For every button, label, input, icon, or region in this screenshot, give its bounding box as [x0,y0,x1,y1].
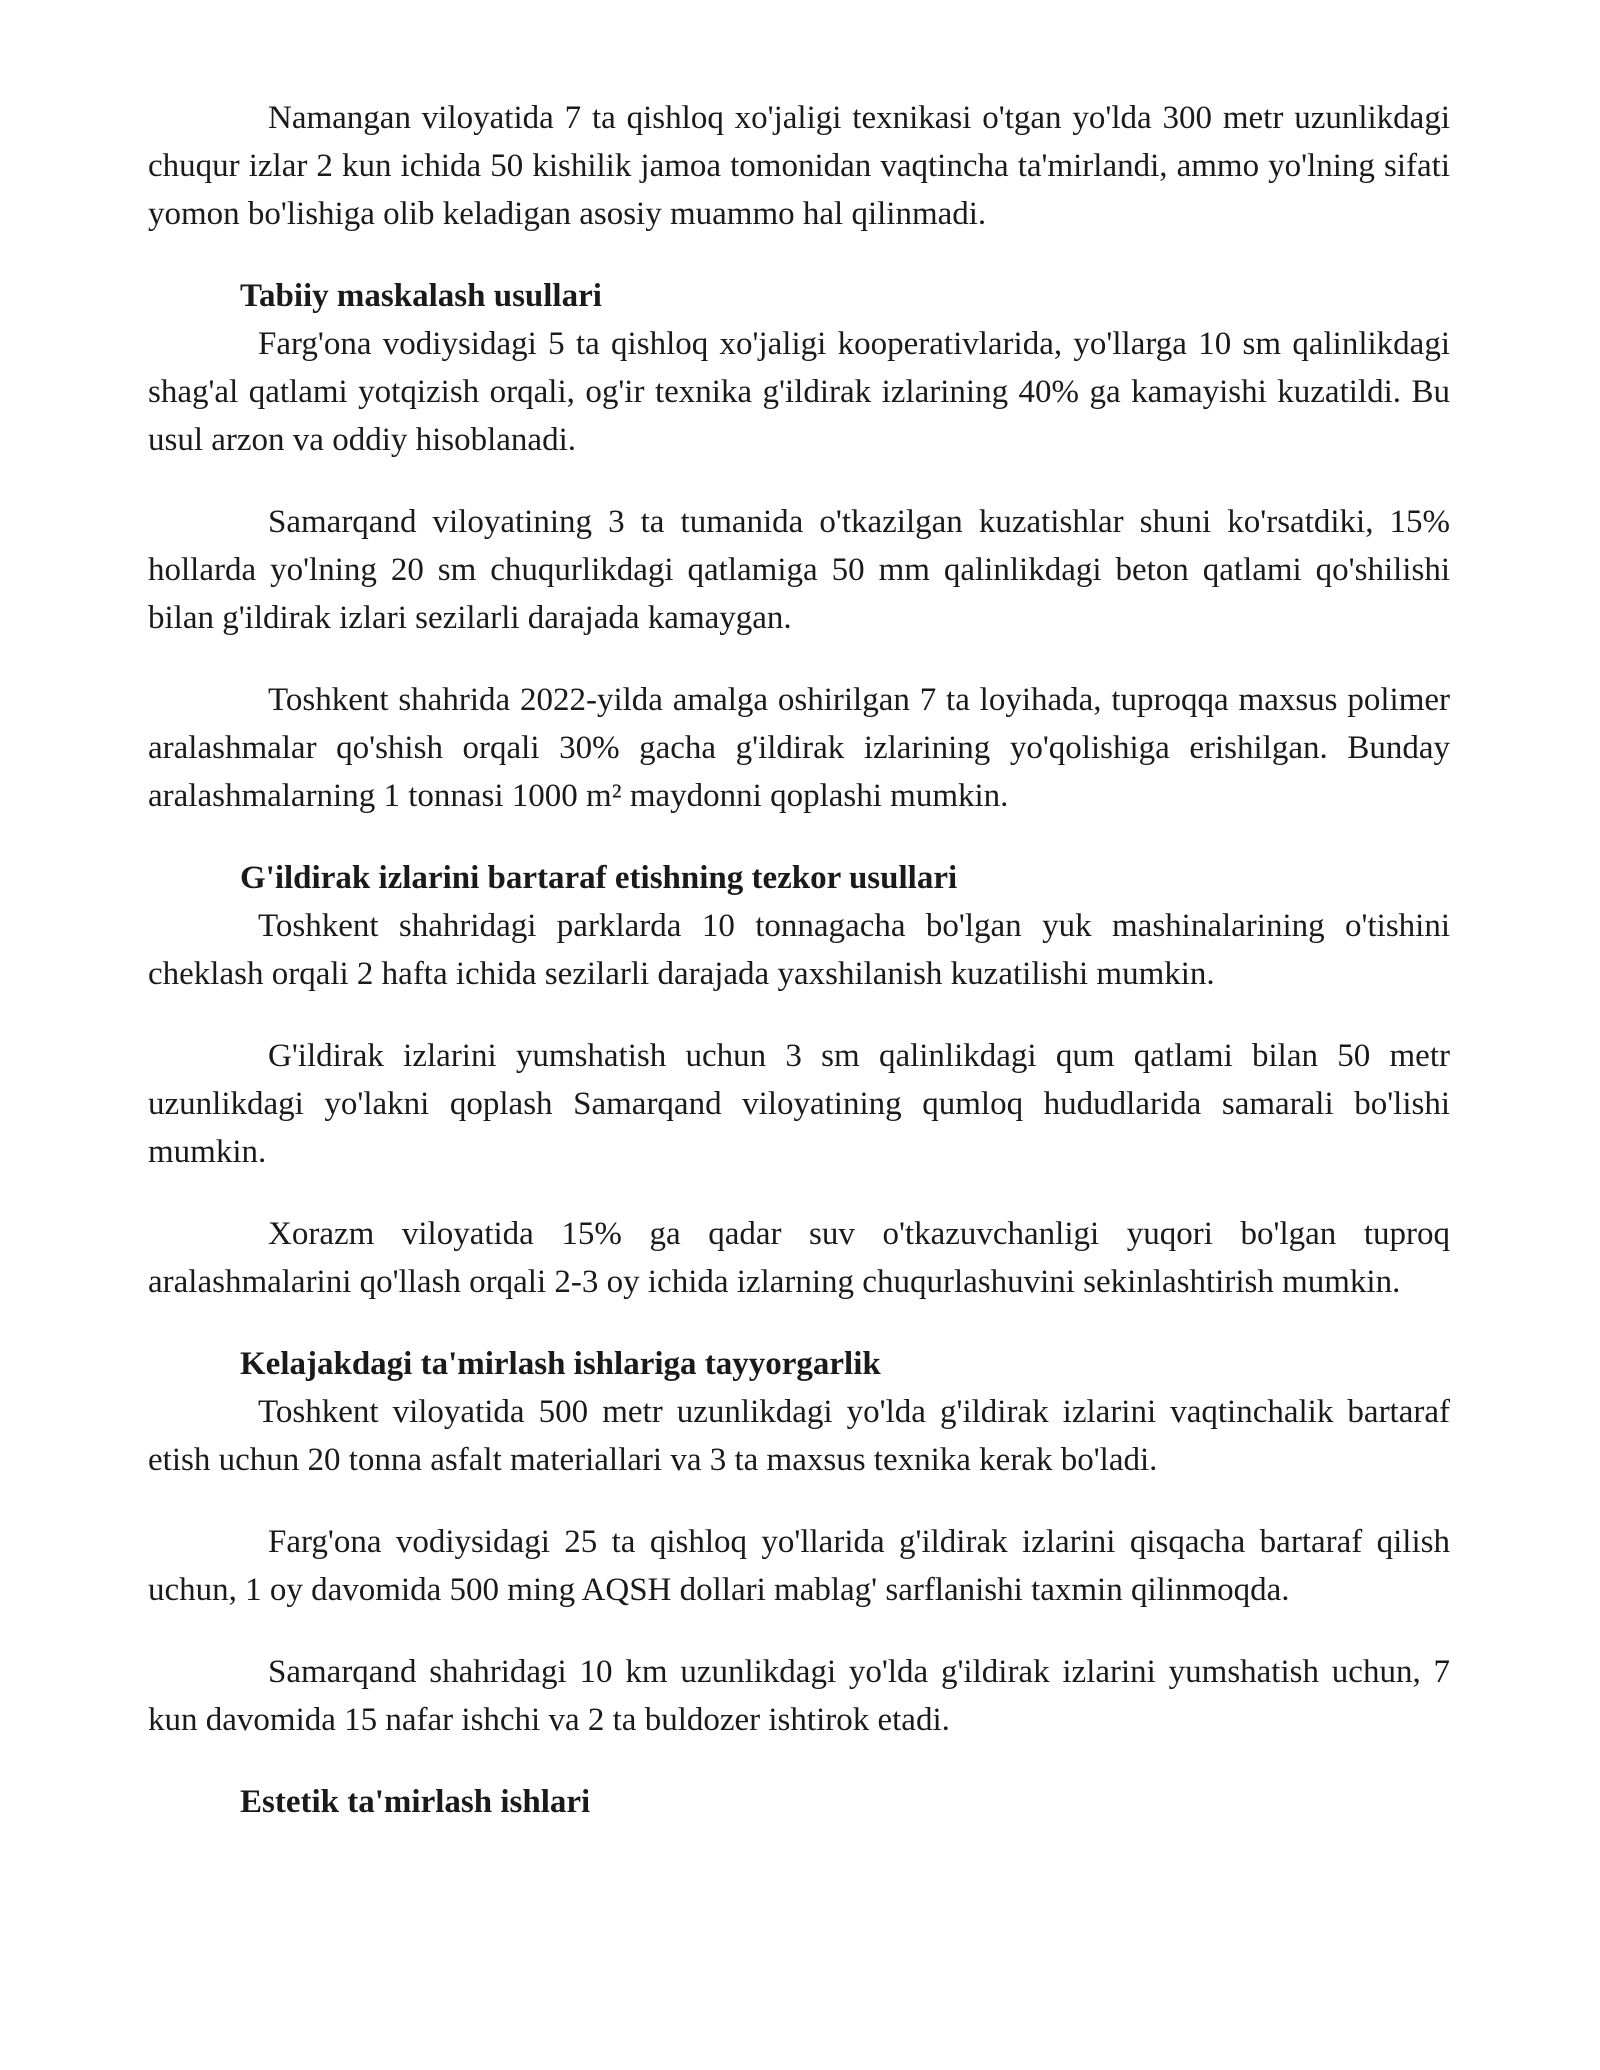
heading-quick-methods: G'ildirak izlarini bartaraf etishning tezkor usullari [240,860,958,896]
paragraph-samarkand-workers: Samarqand shahridagi 10 km uzunlikdagi yo'lda g'ildirak izlarini yumshatish uchun, 7 kun davomida 15 nafar ishchi va 2 ta buldozer ishtirok etadi. [148,1654,1450,1738]
paragraph-samarkand-concrete: Samarqand viloyatining 3 ta tumanida o'tkazilgan kuzatishlar shuni ko'rsatdiki, 15% hollarda yo'lning 20 sm chuqurlikdagi qatlamiga 50 mm qalinlikdagi beton qatlami qo'shilishi bilan g'ildirak izlari sezilarli darajada kamaygan. [148,504,1450,636]
paragraph-tashkent-parks: Toshkent shahridagi parklarda 10 tonnagacha bo'lgan yuk mashinalarining o'tishini cheklash orqali 2 hafta ichida sezilarli darajada yaxshilanish kuzatilishi mumkin. [148,908,1450,992]
paragraph-fergana-budget: Farg'ona vodiysidagi 25 ta qishloq yo'llarida g'ildirak izlarini qisqacha bartaraf qilish uchun, 1 oy davomida 500 ming AQSH dollari mablag' sarflanishi taxmin qilinmoqda. [148,1524,1450,1608]
heading-future-preparation: Kelajakdagi ta'mirlash ishlariga tayyorgarlik [240,1346,881,1382]
paragraph-namangan-repair: Namangan viloyatida 7 ta qishloq xo'jaligi texnikasi o'tgan yo'lda 300 metr uzunlikdagi chuqur izlar 2 kun ichida 50 kishilik jamoa tomonidan vaqtincha ta'mirlandi, ammo yo'lning sifati yomon bo'lishiga olib keladigan asosiy muammo hal qilinmadi. [148,100,1450,232]
paragraph-sand-layer: G'ildirak izlarini yumshatish uchun 3 sm qalinlikdagi qum qatlami bilan 50 metr uzunlikdagi yo'lakni qoplash Samarqand viloyatining qumloq hududlarida samarali bo'lishi mumkin. [148,1038,1450,1170]
document-body [148,94,1450,1826]
heading-aesthetic-repair: Estetik ta'mirlash ishlari [240,1784,591,1820]
paragraph-tashkent-polymer: Toshkent shahrida 2022-yilda amalga oshirilgan 7 ta loyihada, tuproqqa maxsus polimer aralashmalar qo'shish orqali 30% gacha g'ildirak izlarining yo'qolishiga erishilgan. Bunday aralashmalarning 1 tonnasi 1000 m² maydonni qoplashi mumkin. [148,682,1450,814]
paragraph-tashkent-asphalt: Toshkent viloyatida 500 metr uzunlikdagi yo'lda g'ildirak izlarini vaqtinchalik bartaraf etish uchun 20 tonna asfalt materiallari va 3 ta maxsus texnika kerak bo'ladi. [148,1394,1450,1478]
paragraph-fergana-gravel: Farg'ona vodiysidagi 5 ta qishloq xo'jaligi kooperativlarida, yo'llarga 10 sm qalinlikdagi shag'al qatlami yotqizish orqali, og'ir texnika g'ildirak izlarining 40% ga kamayishi kuzatildi. Bu usul arzon va oddiy hisoblanadi. [148,326,1450,458]
paragraph-khorezm-soil: Xorazm viloyatida 15% ga qadar suv o'tkazuvchanligi yuqori bo'lgan tuproq aralashmalarini qo'llash orqali 2-3 oy ichida izlarning chuqurlashuvini sekinlashtirish mumkin. [148,1216,1450,1300]
heading-natural-masking: Tabiiy maskalash usullari [240,278,602,314]
